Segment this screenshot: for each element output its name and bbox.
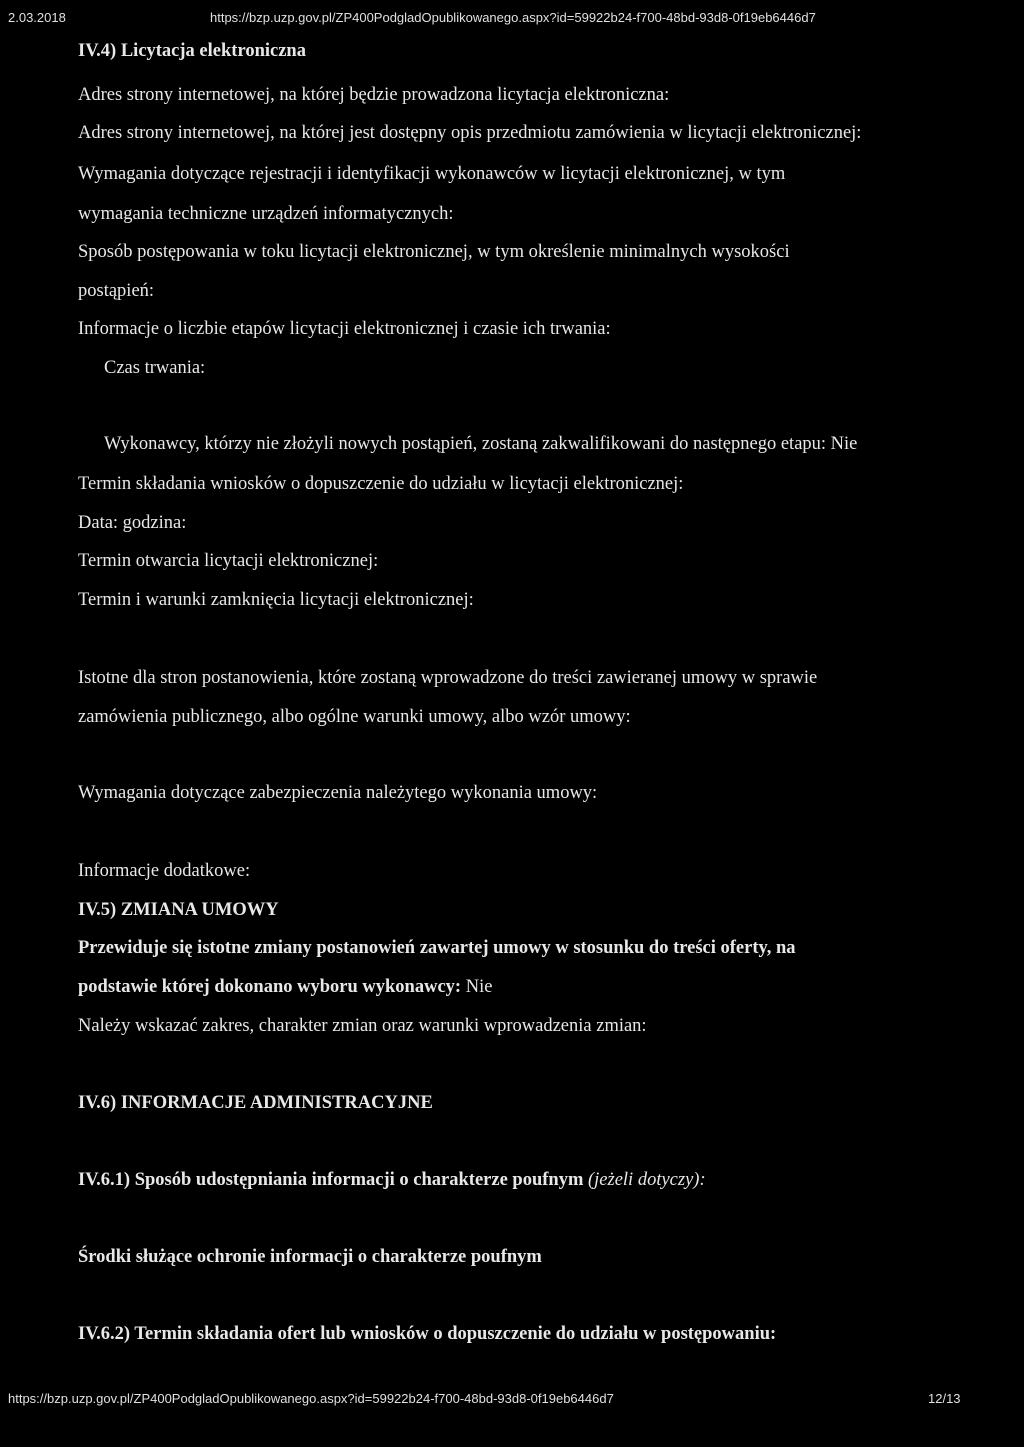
auction-procedure-line1: Sposób postępowania w toku licytacji elektronicznej, w tym określenie minimalnych wysokości [78,242,790,262]
print-date: 2.03.2018 [8,10,66,25]
page-number: 12/13 [928,1391,961,1406]
section-iv6-title: IV.6) INFORMACJE ADMINISTRACYJNE [78,1093,433,1113]
date-time-label: Data: godzina: [78,513,187,533]
additional-info-label: Informacje dodatkowe: [78,861,251,881]
performance-bond-label: Wymagania dotyczące zabezpieczenia należytego wykonania umowy: [78,783,598,803]
print-header-url: https://bzp.uzp.gov.pl/ZP400PodgladOpublikowanego.aspx?id=59922b24-f700-48bd-93d8-0f19eb6446d7 [210,10,816,25]
confidential-info-measures: Środki służące ochronie informacji o charakterze poufnym [78,1247,542,1267]
auction-address-label: Adres strony internetowej, na której będzie prowadzona licytacja elektroniczna: [78,85,670,105]
contract-change-answer: Nie [465,977,493,997]
contract-provisions-line1: Istotne dla stron postanowienia, które zostaną wprowadzone do treści zawieranej umowy w sprawie [78,668,818,688]
confidential-info-heading: IV.6.1) Sposób udostępniania informacji o charakterze poufnym [78,1170,584,1190]
qualification-next-stage: Wykonawcy, którzy nie złożyli nowych postąpień, zostaną zakwalifikowani do następnego etapu: Nie [104,434,858,454]
registration-requirements-line1: Wymagania dotyczące rejestracji i identyfikacji wykonawców w licytacji elektronicznej, w tym [78,164,786,184]
contract-change-question-line2 [78,976,492,998]
contract-change-question-text: podstawie której dokonano wyboru wykonawcy: [78,977,462,997]
auction-stages-info: Informacje o liczbie etapów licytacji elektronicznej i czasie ich trwania: [78,319,611,339]
contract-provisions-line2: zamówienia publicznego, albo ogólne warunki umowy, albo wzór umowy: [78,707,631,727]
auction-procedure-line2: postąpień: [78,281,155,301]
confidential-info-note: (jeżeli dotyczy): [588,1170,706,1190]
section-iv4-title: IV.4) Licytacja elektroniczna [78,41,306,61]
application-deadline-label: Termin składania wniosków o dopuszczenie do udziału w licytacji elektronicznej: [78,474,684,494]
registration-requirements-line2: wymagania techniczne urządzeń informatycznych: [78,204,454,224]
contract-change-question-line1: Przewiduje się istotne zmiany postanowień zawartej umowy w stosunku do treści oferty, na [78,938,796,958]
print-footer-url: https://bzp.uzp.gov.pl/ZP400PodgladOpublikowanego.aspx?id=59922b24-f700-48bd-93d8-0f19eb6446d7 [8,1391,614,1406]
confidential-info-title [78,1169,706,1191]
duration-label: Czas trwania: [104,358,206,378]
change-scope-label: Należy wskazać zakres, charakter zmian oraz warunki wprowadzenia zmian: [78,1016,647,1036]
auction-opening-label: Termin otwarcia licytacji elektronicznej: [78,551,379,571]
auction-description-address-label: Adres strony internetowej, na której jest dostępny opis przedmiotu zamówienia w licytacji elektronicznej: [78,123,862,143]
auction-closing-label: Termin i warunki zamknięcia licytacji elektronicznej: [78,590,474,610]
offer-deadline-title: IV.6.2) Termin składania ofert lub wniosków o dopuszczenie do udziału w postępowaniu: [78,1324,777,1344]
section-iv5-title: IV.5) ZMIANA UMOWY [78,900,279,920]
